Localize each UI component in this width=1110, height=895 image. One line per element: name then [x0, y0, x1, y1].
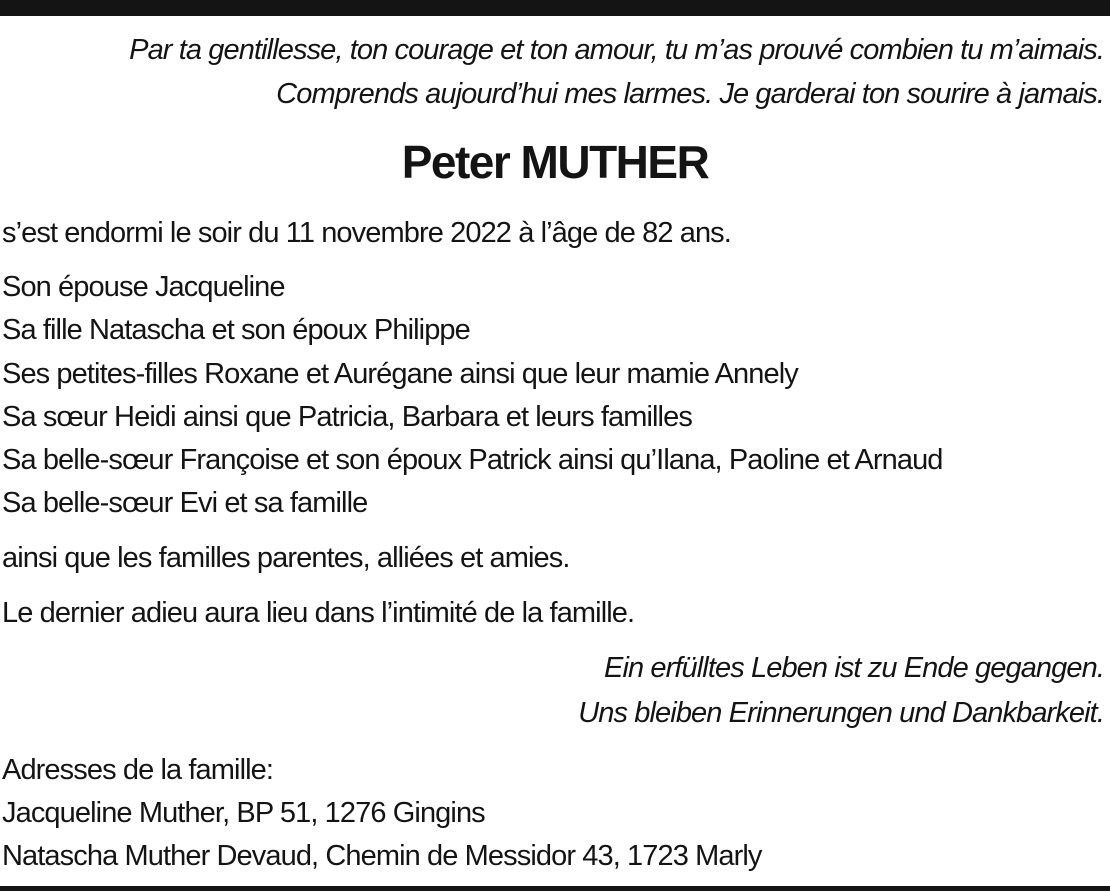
family-member: Sa belle-sœur Evi et sa famille [2, 487, 368, 519]
quote-line-1: Par ta gentillesse, ton courage et ton amour, tu m’as prouvé combien tu m’aimais. [129, 34, 1104, 66]
address-line: Jacqueline Muther, BP 51, 1276 Gingins [2, 797, 485, 829]
family-member: Sa fille Natascha et son époux Philippe [2, 314, 470, 346]
top-border-rule [0, 0, 1110, 16]
relatives-line: ainsi que les familles parentes, alliées et amies. [2, 542, 570, 574]
family-member: Sa belle-sœur Françoise et son époux Patrick ainsi qu’Ilana, Paoline et Arnaud [2, 444, 943, 476]
family-member: Ses petites-filles Roxane et Aurégane ainsi que leur mamie Annely [2, 358, 798, 390]
german-quote-line-2: Uns bleiben Erinnerungen und Dankbarkeit. [578, 697, 1104, 729]
quote-line-2: Comprends aujourd’hui mes larmes. Je garderai ton sourire à jamais. [276, 78, 1104, 110]
deceased-name: Peter MUTHER [401, 136, 709, 188]
farewell-line: Le dernier adieu aura lieu dans l’intimité de la famille. [2, 597, 635, 629]
announcement-text: s’est endormi le soir du 11 novembre 2022 à l’âge de 82 ans. [2, 217, 731, 249]
family-member: Son épouse Jacqueline [2, 271, 285, 303]
address-line: Natascha Muther Devaud, Chemin de Messidor 43, 1723 Marly [2, 840, 762, 872]
german-quote-line-1: Ein erfülltes Leben ist zu Ende gegangen. [604, 652, 1104, 684]
bottom-border-rule [0, 886, 1110, 891]
addresses-heading: Adresses de la famille: [2, 754, 274, 786]
family-member: Sa sœur Heidi ainsi que Patricia, Barbara et leurs familles [2, 401, 692, 433]
